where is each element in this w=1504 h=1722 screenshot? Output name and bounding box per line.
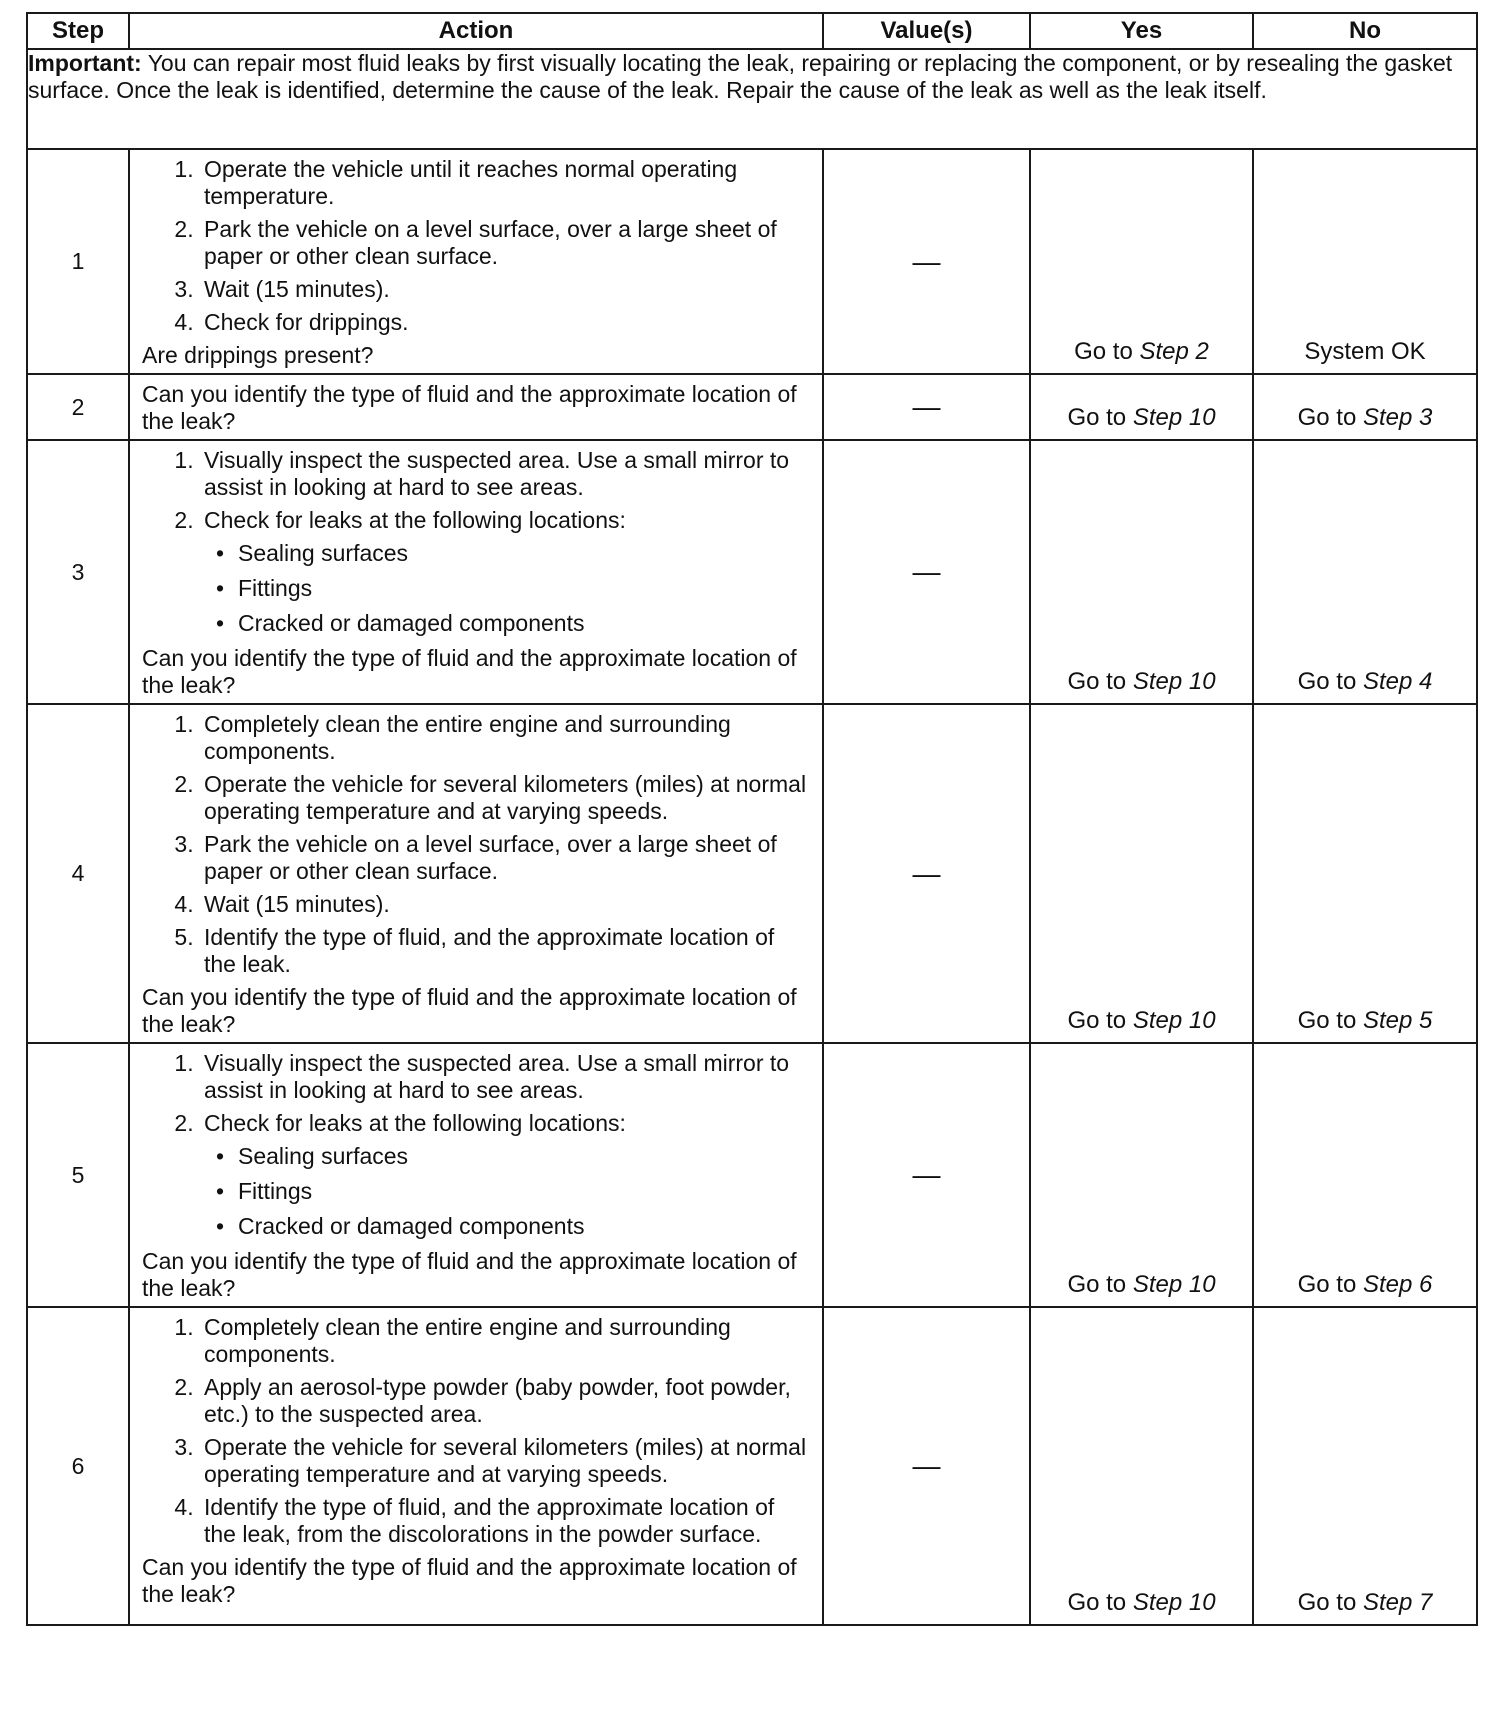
action-step-item: 2. Apply an aerosol-type powder (baby powder, foot powder, etc.) to the suspected area. bbox=[200, 1374, 812, 1428]
no-step-ref: Step 3 bbox=[1362, 404, 1433, 431]
location-bullet-item: • Cracked or damaged components bbox=[238, 610, 812, 637]
location-bullet-item: • Cracked or damaged components bbox=[238, 1213, 812, 1240]
action-question: Can you identify the type of fluid and the approximate location of the leak? bbox=[142, 381, 797, 434]
no-cell bbox=[1253, 1043, 1477, 1307]
no-prefix: System OK bbox=[1304, 338, 1426, 365]
step-number: 5 bbox=[27, 1043, 129, 1307]
no-cell bbox=[1253, 374, 1477, 440]
action-step-item: 1. Completely clean the entire engine and surrounding components. bbox=[200, 711, 812, 765]
action-cell bbox=[129, 440, 823, 704]
no-step-ref: Step 4 bbox=[1362, 668, 1433, 695]
value-cell: — bbox=[823, 149, 1030, 374]
yes-cell bbox=[1030, 440, 1253, 704]
no-cell bbox=[1253, 1307, 1477, 1625]
action-step-item: 3. Operate the vehicle for several kilometers (miles) at normal operating temperature and at varying speeds. bbox=[200, 1434, 812, 1488]
yes-cell bbox=[1030, 1043, 1253, 1307]
action-steps bbox=[142, 1314, 812, 1548]
no-step-ref: Step 5 bbox=[1362, 1007, 1433, 1034]
action-cell bbox=[129, 149, 823, 374]
location-bullet-item: • Fittings bbox=[238, 575, 812, 602]
action-step-item: 3. Wait (15 minutes). bbox=[200, 276, 812, 303]
table-row bbox=[27, 374, 1477, 440]
value-cell: — bbox=[823, 374, 1030, 440]
important-note-row bbox=[27, 49, 1477, 149]
step-number: 1 bbox=[27, 149, 129, 374]
location-bullet-item: • Fittings bbox=[238, 1178, 812, 1205]
value-cell: — bbox=[823, 1307, 1030, 1625]
header-no: No bbox=[1253, 13, 1477, 49]
no-cell bbox=[1253, 704, 1477, 1043]
no-prefix: Go to bbox=[1297, 1271, 1363, 1298]
action-steps bbox=[142, 711, 812, 978]
table-row bbox=[27, 440, 1477, 704]
table-row bbox=[27, 1307, 1477, 1625]
yes-step-ref: Step 10 bbox=[1132, 404, 1216, 431]
no-step-ref: Step 7 bbox=[1362, 1589, 1433, 1616]
action-step-item: 1. Visually inspect the suspected area. Use a small mirror to assist in looking at hard to see areas. bbox=[200, 1050, 812, 1104]
step-number: 4 bbox=[27, 704, 129, 1043]
diagnostic-table bbox=[26, 12, 1478, 1626]
action-step-item: 1. Operate the vehicle until it reaches normal operating temperature. bbox=[200, 156, 812, 210]
header-step: Step bbox=[27, 13, 129, 49]
action-step-item: 2. Park the vehicle on a level surface, over a large sheet of paper or other clean surface. bbox=[200, 216, 812, 270]
action-cell bbox=[129, 374, 823, 440]
action-step-item: 4. Identify the type of fluid, and the approximate location of the leak, from the discolorations in the powder surface. bbox=[200, 1494, 812, 1548]
step-number: 3 bbox=[27, 440, 129, 704]
yes-prefix: Go to bbox=[1067, 668, 1133, 695]
yes-step-ref: Step 2 bbox=[1139, 338, 1209, 365]
action-question: Can you identify the type of fluid and the approximate location of the leak? bbox=[142, 984, 797, 1037]
yes-prefix: Go to bbox=[1074, 338, 1140, 365]
yes-cell bbox=[1030, 149, 1253, 374]
action-step-item: 5. Identify the type of fluid, and the approximate location of the leak. bbox=[200, 924, 812, 978]
action-question: Are drippings present? bbox=[142, 342, 374, 368]
important-note bbox=[27, 49, 1477, 149]
table-row bbox=[27, 149, 1477, 374]
action-cell bbox=[129, 704, 823, 1043]
yes-step-ref: Step 10 bbox=[1132, 1007, 1216, 1034]
action-question: Can you identify the type of fluid and the approximate location of the leak? bbox=[142, 645, 797, 698]
no-prefix: Go to bbox=[1297, 1007, 1363, 1034]
value-cell: — bbox=[823, 1043, 1030, 1307]
yes-cell bbox=[1030, 704, 1253, 1043]
action-step-item: 4. Check for drippings. bbox=[200, 309, 812, 336]
value-cell: — bbox=[823, 440, 1030, 704]
location-bullet-item: • Sealing surfaces bbox=[238, 540, 812, 567]
table-row bbox=[27, 704, 1477, 1043]
action-question: Can you identify the type of fluid and the approximate location of the leak? bbox=[142, 1554, 797, 1607]
no-prefix: Go to bbox=[1297, 404, 1363, 431]
step-number: 6 bbox=[27, 1307, 129, 1625]
location-bullet-item: • Sealing surfaces bbox=[238, 1143, 812, 1170]
action-step-text: Check for leaks at the following locations: bbox=[204, 507, 626, 533]
no-cell bbox=[1253, 440, 1477, 704]
location-bullets bbox=[204, 540, 812, 637]
action-step-item: 3. Park the vehicle on a level surface, over a large sheet of paper or other clean surface. bbox=[200, 831, 812, 885]
no-cell bbox=[1253, 149, 1477, 374]
action-step-text: Check for leaks at the following locations: bbox=[204, 1110, 626, 1136]
location-bullets bbox=[204, 1143, 812, 1240]
important-label: Important: bbox=[28, 50, 142, 76]
yes-step-ref: Step 10 bbox=[1132, 668, 1216, 695]
step-number: 2 bbox=[27, 374, 129, 440]
action-step-item: 1. Completely clean the entire engine and surrounding components. bbox=[200, 1314, 812, 1368]
yes-step-ref: Step 10 bbox=[1132, 1589, 1216, 1616]
yes-prefix: Go to bbox=[1067, 1271, 1133, 1298]
action-cell bbox=[129, 1307, 823, 1625]
action-step-item: 4. Wait (15 minutes). bbox=[200, 891, 812, 918]
action-step-item: 1. Visually inspect the suspected area. Use a small mirror to assist in looking at hard to see areas. bbox=[200, 447, 812, 501]
no-prefix: Go to bbox=[1297, 1589, 1363, 1616]
action-steps bbox=[142, 1050, 812, 1240]
table-row bbox=[27, 1043, 1477, 1307]
action-steps bbox=[142, 447, 812, 637]
value-cell: — bbox=[823, 704, 1030, 1043]
action-cell bbox=[129, 1043, 823, 1307]
important-text: You can repair most fluid leaks by first visually locating the leak, repairing or replacing the component, or by resealing the gasket surface. Once the leak is identified, determine the cause of the leak. Repair the cause of the leak as well as the leak itself. bbox=[28, 50, 1453, 103]
yes-prefix: Go to bbox=[1067, 404, 1133, 431]
header-yes: Yes bbox=[1030, 13, 1253, 49]
action-steps bbox=[142, 156, 812, 336]
header-values: Value(s) bbox=[823, 13, 1030, 49]
yes-step-ref: Step 10 bbox=[1132, 1271, 1216, 1298]
header-action: Action bbox=[129, 13, 823, 49]
action-question: Can you identify the type of fluid and the approximate location of the leak? bbox=[142, 1248, 797, 1301]
action-step-item bbox=[200, 1110, 812, 1240]
header-row bbox=[27, 13, 1477, 49]
yes-cell bbox=[1030, 374, 1253, 440]
no-step-ref: Step 6 bbox=[1362, 1271, 1433, 1298]
yes-prefix: Go to bbox=[1067, 1007, 1133, 1034]
no-prefix: Go to bbox=[1297, 668, 1363, 695]
action-step-item bbox=[200, 507, 812, 637]
yes-cell bbox=[1030, 1307, 1253, 1625]
yes-prefix: Go to bbox=[1067, 1589, 1133, 1616]
action-step-item: 2. Operate the vehicle for several kilometers (miles) at normal operating temperature and at varying speeds. bbox=[200, 771, 812, 825]
